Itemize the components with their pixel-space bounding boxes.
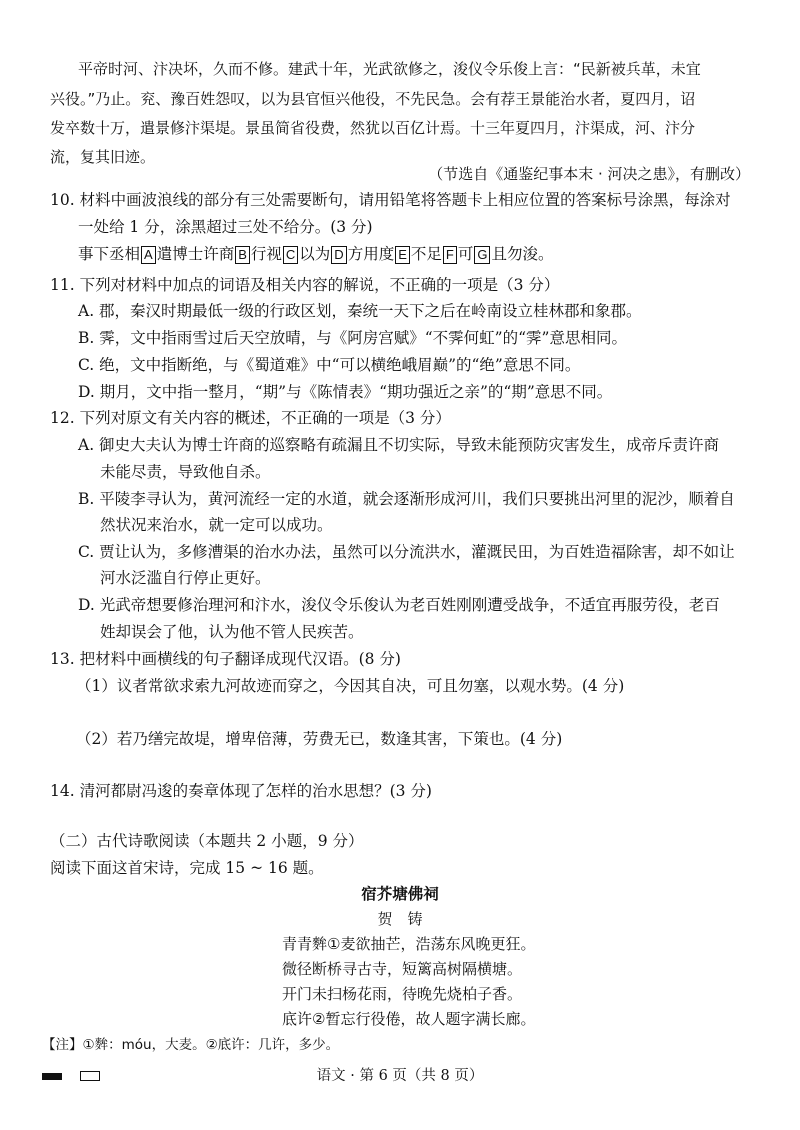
q10-segment: 以为: [299, 245, 331, 263]
poem-line-1: 青青麰①麦欲抽芒，浩荡东风晚更狂。: [282, 935, 536, 953]
q11-option-a: A. 郡，秦汉时期最低一级的行政区划，秦统一天下之后在岭南设立桂林郡和象郡。: [78, 302, 642, 320]
q11-stem: 11. 下列对材料中加点的词语及相关内容的解说，不正确的一项是（3 分）: [50, 276, 560, 294]
q10-option-box-b[interactable]: B: [235, 246, 250, 264]
q11-option-c: C. 绝，文中指断绝，与《蜀道难》中“可以横绝峨眉巅”的“绝”意思不同。: [78, 356, 581, 374]
q10-stem-line-1: 10. 材料中画波浪线的部分有三处需要断句，请用铅笔将答题卡上相应位置的答案标号涂黑，每涂对: [50, 191, 731, 209]
q10-stem-line-2: 一处给 1 分，涂黑超过三处不给分。(3 分): [78, 218, 373, 236]
passage-source: （节选自《通鉴纪事本末 · 河决之患》，有删改）: [428, 165, 750, 183]
q12-option-a-line-2: 未能尽责，导致他自杀。: [100, 463, 271, 481]
passage-line-1: 平帝时河、汴决坏，久而不修。建武十年，光武欲修之，浚仪令乐俊上言：“民新被兵革，未宜: [78, 60, 701, 78]
q13-stem: 13. 把材料中画横线的句子翻译成现代汉语。(8 分): [50, 650, 401, 668]
q10-segment: 可: [457, 245, 474, 263]
section-heading: （二）古代诗歌阅读（本题共 2 小题，9 分）: [50, 832, 364, 850]
q14-stem: 14. 清河都尉冯逡的奏章体现了怎样的治水思想？(3 分): [50, 782, 432, 800]
q12-option-c-line-2: 河水泛滥自行停止更好。: [100, 569, 271, 587]
q11-option-b: B. 霁，文中指雨雪过后天空放晴，与《阿房宫赋》“不霁何虹”的“霁”意思相同。: [78, 329, 627, 347]
poem-line-2: 微径断桥寻古寺，短篱高树隔横塘。: [282, 960, 523, 978]
q10-segment: 行视: [250, 245, 282, 263]
poem-line-3: 开门未扫杨花雨，待晚先烧柏子香。: [282, 985, 523, 1003]
page-footer: 语文 · 第 6 页（共 8 页）: [316, 1068, 484, 1084]
passage-line-3: 发卒数十万，遣景修汴渠堤。景虽简省役费，然犹以百亿计焉。十三年夏四月，汴渠成，河、汴分: [50, 119, 696, 137]
q10-break-sentence: [78, 243, 554, 265]
poem-line-4: 底许②暂忘行役倦，故人题字满长廊。: [282, 1010, 536, 1028]
q10-segment: 遣博士许商: [156, 245, 235, 263]
q10-segment: 方用度: [347, 245, 395, 263]
q10-option-box-d[interactable]: D: [331, 246, 346, 264]
q10-option-box-e[interactable]: E: [395, 246, 410, 264]
q10-option-box-c[interactable]: C: [283, 246, 298, 264]
q12-option-d-line-2: 姓却误会了他，认为他不管人民疾苦。: [100, 623, 364, 641]
poem-author: 贺 铸: [377, 910, 423, 928]
section-intro: 阅读下面这首宋诗，完成 15 ~ 16 题。: [50, 859, 324, 877]
q11-option-d: D. 期月，文中指一整月，“期”与《陈情表》“期功强近之亲”的“期”意思不同。: [78, 383, 613, 401]
q10-segment: 且勿浚。: [491, 245, 554, 263]
q10-option-box-a[interactable]: A: [141, 246, 156, 264]
passage-line-2: 兴役。”乃止。兖、豫百姓怨叹，以为县官恒兴他役，不先民急。会有荐王景能治水者，夏四月，诏: [50, 90, 696, 108]
q13-item-1: （1）议者常欲求索九河故迹而穿之，今因其自决，可且勿塞，以观水势。(4 分): [76, 677, 625, 695]
q12-option-a-line-1: A. 御史大夫认为博士许商的巡察略有疏漏且不切实际，导致未能预防灾害发生，成帝斥责许商: [78, 436, 720, 454]
q12-option-d-line-1: D. 光武帝想要修治理河和汴水，浚仪令乐俊认为老百姓刚刚遭受战争，不适宜再服劳役，老百: [78, 596, 720, 614]
passage-line-4: 流，复其旧迹。: [50, 148, 156, 166]
poem-title: 宿芥塘佛祠: [361, 884, 439, 903]
q10-option-box-f[interactable]: F: [443, 246, 457, 264]
poem-note: 【注】①麰：móu，大麦。②底许：几许，多少。: [42, 1037, 340, 1053]
q12-option-c-line-1: C. 贾让认为，多修漕渠的治水办法，虽然可以分流洪水，灌溉民田，为百姓造福除害，却不如让: [78, 543, 735, 561]
q10-segment: 不足: [410, 245, 442, 263]
q10-segment: 事下丞相: [78, 245, 141, 263]
q12-option-b-line-1: B. 平陵李寻认为，黄河流经一定的水道，就会逐渐形成河川，我们只要挑出河里的泥沙，顺着自: [78, 490, 735, 508]
q12-option-b-line-2: 然状况来治水，就一定可以成功。: [100, 516, 333, 534]
q10-option-box-g[interactable]: G: [474, 246, 490, 264]
q13-item-2: （2）若乃缮完故堤，增卑倍薄，劳费无已，数逢其害，下策也。(4 分): [76, 730, 563, 748]
q12-stem: 12. 下列对原文有关内容的概述，不正确的一项是（3 分）: [50, 409, 451, 427]
